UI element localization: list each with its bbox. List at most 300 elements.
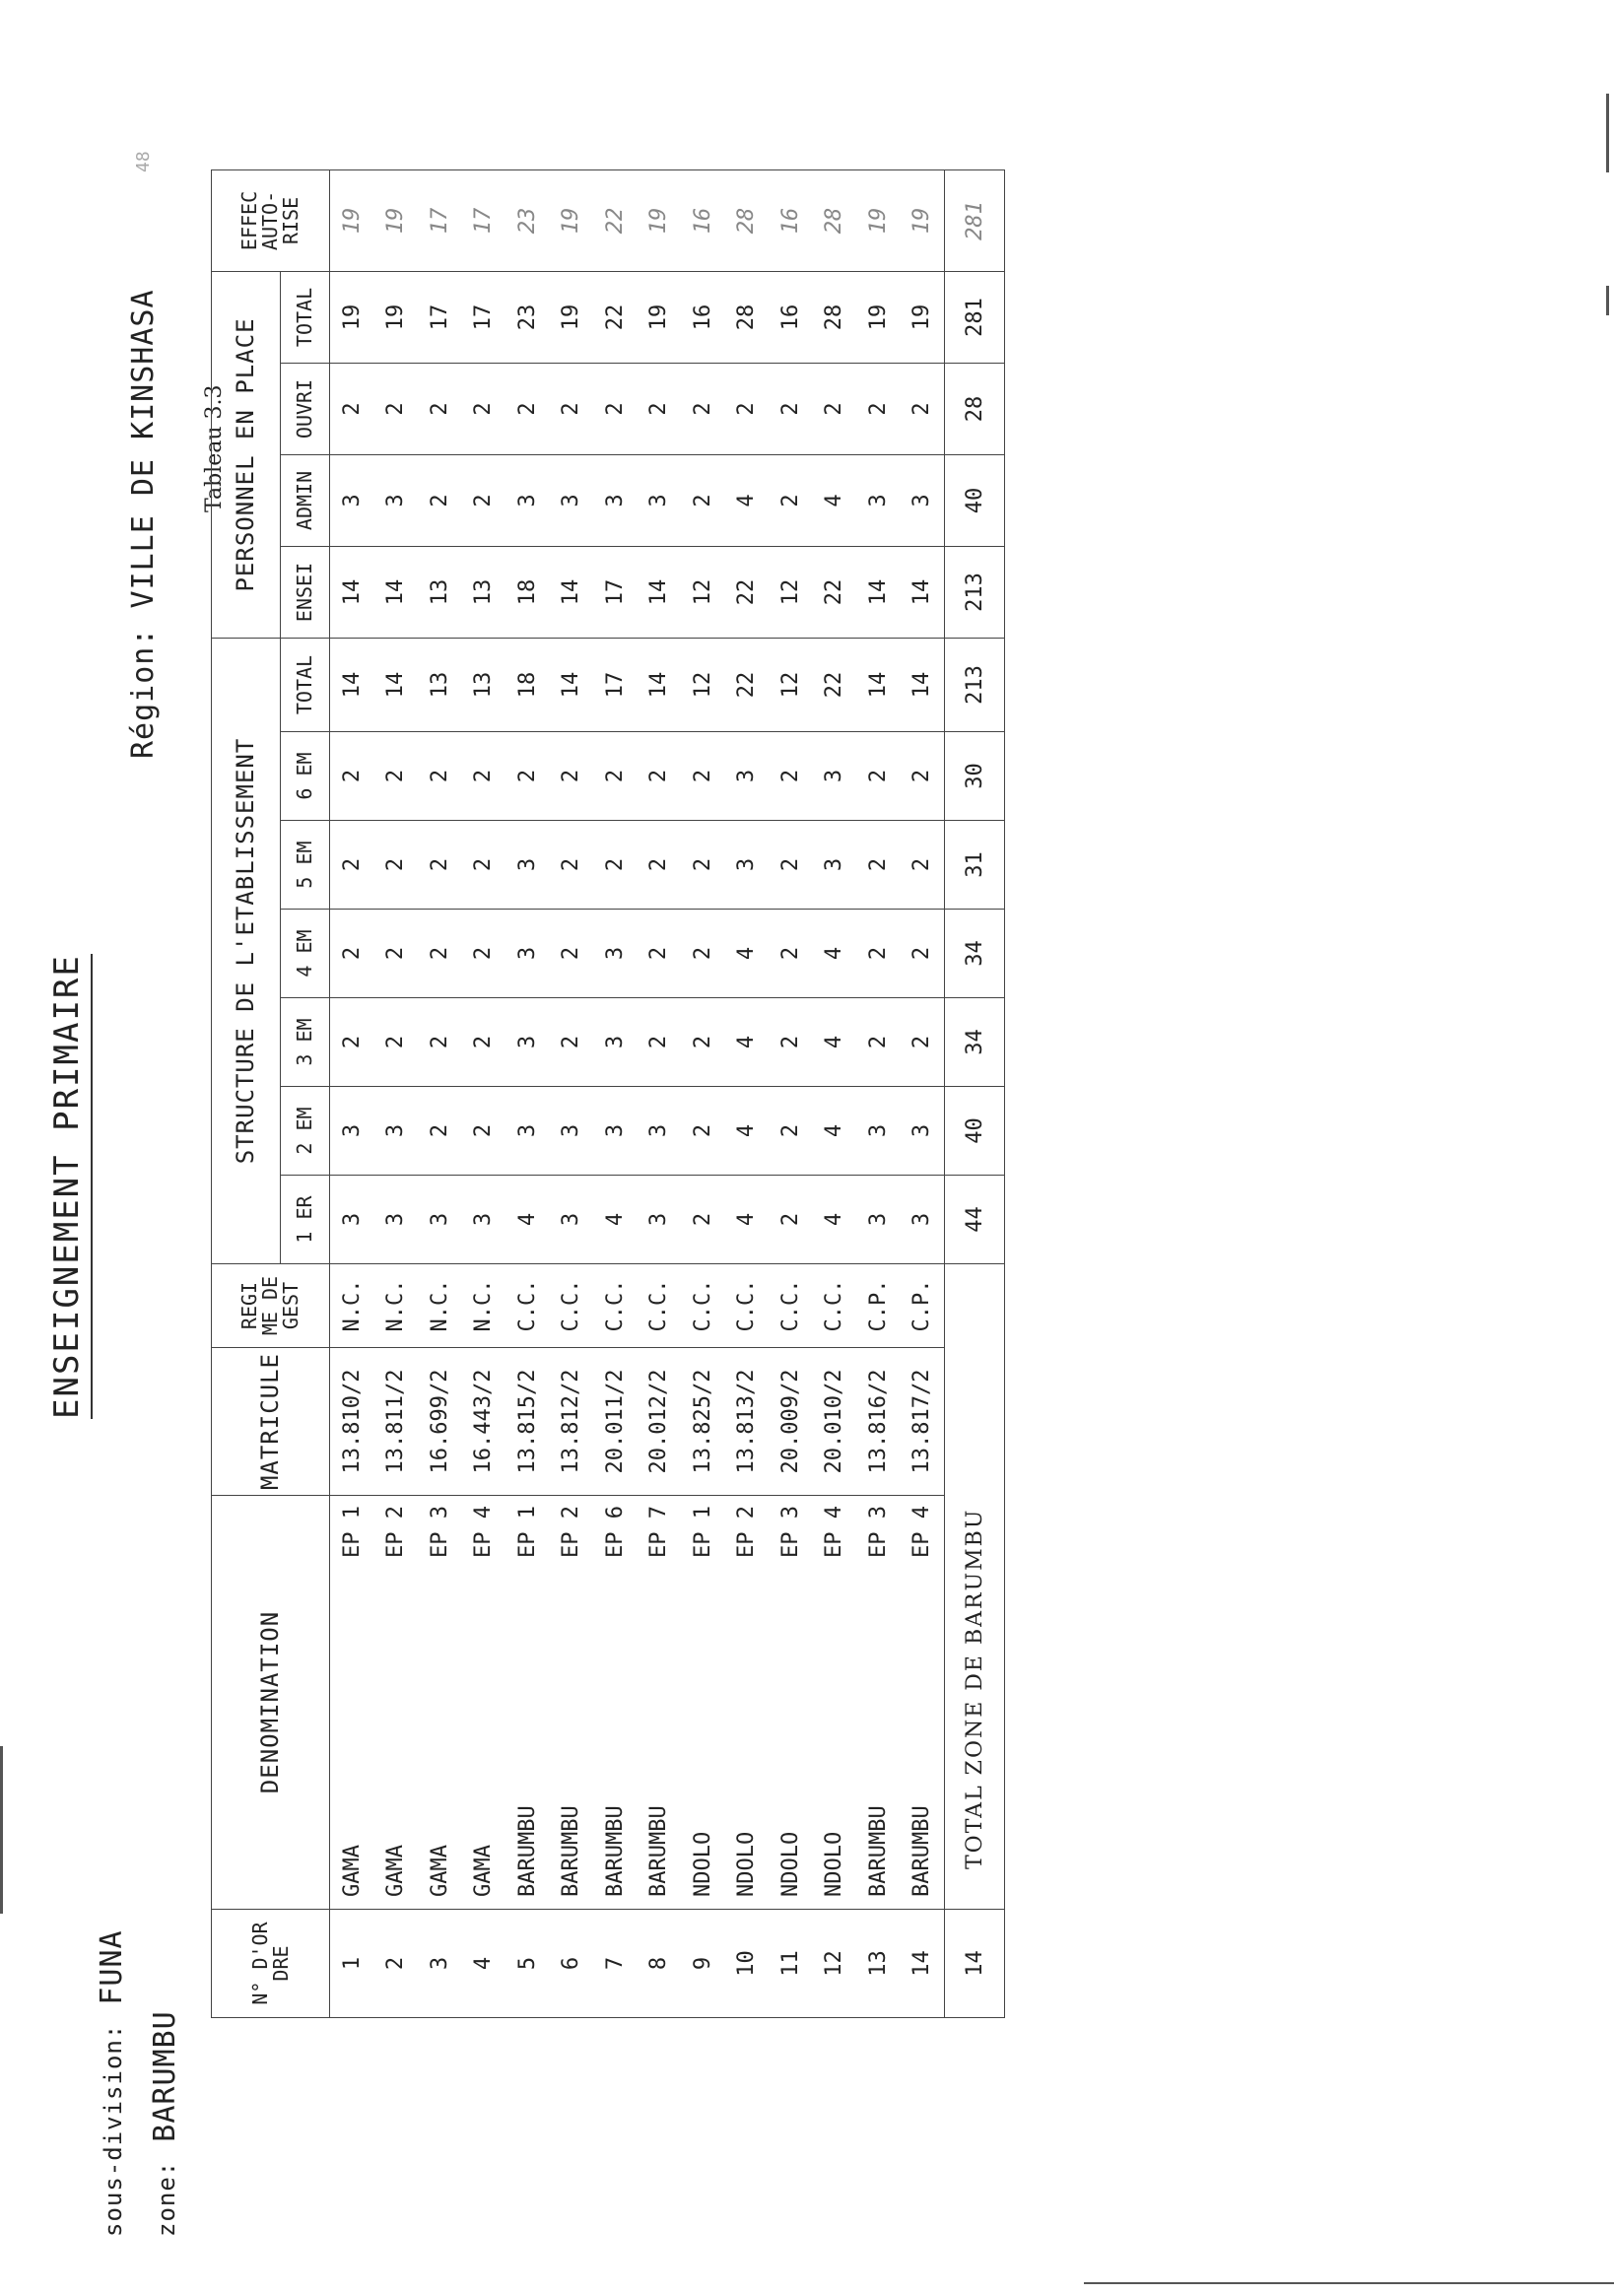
effectif-cell: 16 (769, 169, 813, 271)
personnel-cell: 17 (418, 271, 462, 363)
region-label: Région: VILLE DE KINSHASA (126, 289, 161, 759)
personnel-cell: 14 (374, 546, 419, 638)
structure-cell: 3 (725, 821, 770, 910)
personnel-cell: 16 (681, 271, 725, 363)
structure-cell: 2 (681, 732, 725, 821)
regime: C.C. (681, 1264, 725, 1348)
effectif-cell: 22 (593, 169, 638, 271)
structure-cell: 3 (462, 1176, 506, 1264)
personnel-cell: 2 (681, 454, 725, 546)
structure-cell: 17 (593, 638, 638, 731)
school-name: BARUMBU (559, 1805, 584, 1897)
subdivision-value: FUNA (95, 1929, 129, 2005)
school-suffix: EP 3 (777, 1506, 803, 1558)
structure-cell: 4 (725, 910, 770, 998)
structure-cell: 2 (330, 732, 374, 821)
structure-cell: 2 (374, 998, 419, 1087)
page-number: 48 (133, 151, 154, 172)
personnel-cell: 2 (681, 363, 725, 454)
col-header-regime: REGI ME DE GEST (212, 1264, 330, 1348)
structure-cell: 2 (593, 821, 638, 910)
structure-cell: 3 (550, 1176, 594, 1264)
row-number: 1 (330, 1910, 374, 2018)
structure-cell: 4 (813, 1176, 857, 1264)
col-header-structure-total: TOTAL (281, 638, 330, 731)
total-count: 14 (945, 1910, 1005, 2018)
scan-edge-mark (1606, 94, 1609, 172)
col-header-3em: 3 EM (281, 998, 330, 1087)
total-label: TOTAL ZONE DE BARUMBU (945, 1264, 1005, 1910)
structure-cell: 3 (505, 821, 550, 910)
table-row (901, 169, 945, 2017)
structure-cell: 2 (681, 910, 725, 998)
matricule: 13.810/2 (330, 1348, 374, 1496)
regime: C.C. (550, 1264, 594, 1348)
school-name-cell (813, 1496, 857, 1910)
col-header-ensei: ENSEI (281, 546, 330, 638)
personnel-cell: 17 (593, 546, 638, 638)
structure-cell: 3 (330, 1087, 374, 1176)
structure-cell: 2 (374, 821, 419, 910)
effectif-cell: 28 (725, 169, 770, 271)
school-name-cell (593, 1496, 638, 1910)
personnel-cell: 14 (638, 546, 682, 638)
regime: N.C. (330, 1264, 374, 1348)
regime: C.C. (813, 1264, 857, 1348)
school-name: NDOLO (690, 1831, 715, 1897)
structure-cell: 3 (593, 1087, 638, 1176)
school-name: GAMA (427, 1845, 452, 1897)
personnel-cell: 2 (462, 454, 506, 546)
personnel-cell: 22 (813, 546, 857, 638)
regime: N.C. (374, 1264, 419, 1348)
matricule: 13.817/2 (901, 1348, 945, 1496)
school-name: BARUMBU (909, 1805, 935, 1897)
structure-cell: 2 (462, 910, 506, 998)
matricule: 20.011/2 (593, 1348, 638, 1496)
structure-cell: 14 (550, 638, 594, 731)
row-number: 2 (374, 1910, 419, 2018)
effectif-cell: 17 (462, 169, 506, 271)
personnel-cell: 3 (550, 454, 594, 546)
structure-cell: 2 (550, 910, 594, 998)
col-header-denomination: DENOMINATION (212, 1496, 330, 1910)
personnel-cell: 2 (638, 363, 682, 454)
effectif-cell: 19 (901, 169, 945, 271)
school-suffix: EP 2 (383, 1506, 409, 1558)
structure-cell: 4 (813, 1087, 857, 1176)
school-name: GAMA (339, 1845, 365, 1897)
matricule: 13.815/2 (505, 1348, 550, 1496)
total-cell: 281 (945, 271, 1005, 363)
structure-cell: 3 (374, 1087, 419, 1176)
col-header-6em: 6 EM (281, 732, 330, 821)
table-row (462, 169, 506, 2017)
personnel-cell: 16 (769, 271, 813, 363)
structure-cell: 2 (769, 732, 813, 821)
col-header-1er: 1 ER (281, 1176, 330, 1264)
effectif-cell: 19 (638, 169, 682, 271)
structure-cell: 2 (681, 998, 725, 1087)
school-name-cell (769, 1496, 813, 1910)
personnel-cell: 4 (813, 454, 857, 546)
school-name-cell (505, 1496, 550, 1910)
structure-cell: 14 (856, 638, 901, 731)
personnel-cell: 19 (901, 271, 945, 363)
school-name-cell (550, 1496, 594, 1910)
structure-cell: 22 (813, 638, 857, 731)
structure-cell: 2 (638, 821, 682, 910)
table-row (769, 169, 813, 2017)
structure-cell: 2 (550, 821, 594, 910)
structure-cell: 2 (550, 732, 594, 821)
personnel-cell: 3 (593, 454, 638, 546)
structure-cell: 2 (462, 732, 506, 821)
matricule: 16.443/2 (462, 1348, 506, 1496)
structure-cell: 3 (418, 1176, 462, 1264)
structure-cell: 2 (769, 1087, 813, 1176)
total-cell: 34 (945, 998, 1005, 1087)
col-header-admin: ADMIN (281, 454, 330, 546)
personnel-cell: 28 (813, 271, 857, 363)
table-row (638, 169, 682, 2017)
school-suffix: EP 3 (865, 1506, 891, 1558)
matricule: 13.816/2 (856, 1348, 901, 1496)
structure-cell: 3 (856, 1087, 901, 1176)
regime: C.C. (725, 1264, 770, 1348)
structure-cell: 3 (593, 998, 638, 1087)
structure-cell: 2 (505, 732, 550, 821)
school-name-cell (856, 1496, 901, 1910)
regime: C.C. (638, 1264, 682, 1348)
structure-cell: 2 (856, 732, 901, 821)
total-cell: 28 (945, 363, 1005, 454)
structure-cell: 2 (418, 998, 462, 1087)
structure-cell: 2 (856, 821, 901, 910)
structure-cell: 2 (330, 910, 374, 998)
row-number: 8 (638, 1910, 682, 2018)
structure-cell: 22 (725, 638, 770, 731)
structure-cell: 2 (901, 821, 945, 910)
effectif-cell: 19 (374, 169, 419, 271)
row-number: 9 (681, 1910, 725, 2018)
structure-cell: 3 (505, 1087, 550, 1176)
school-suffix: EP 6 (602, 1506, 628, 1558)
structure-cell: 3 (901, 1087, 945, 1176)
structure-cell: 14 (638, 638, 682, 731)
personnel-cell: 22 (593, 271, 638, 363)
effectif-cell: 19 (856, 169, 901, 271)
table-row (330, 169, 374, 2017)
col-header-5em: 5 EM (281, 821, 330, 910)
structure-cell: 2 (769, 910, 813, 998)
personnel-cell: 3 (856, 454, 901, 546)
personnel-cell: 2 (418, 363, 462, 454)
total-cell: 281 (945, 169, 1005, 271)
school-name-cell (725, 1496, 770, 1910)
regime: C.C. (505, 1264, 550, 1348)
structure-cell: 2 (462, 998, 506, 1087)
matricule: 13.813/2 (725, 1348, 770, 1496)
personnel-cell: 14 (330, 546, 374, 638)
personnel-cell: 2 (374, 363, 419, 454)
personnel-cell: 2 (769, 363, 813, 454)
structure-cell: 2 (418, 1087, 462, 1176)
structure-cell: 2 (593, 732, 638, 821)
total-cell: 40 (945, 1087, 1005, 1176)
school-name-cell (901, 1496, 945, 1910)
personnel-cell: 2 (856, 363, 901, 454)
personnel-cell: 12 (769, 546, 813, 638)
personnel-cell: 18 (505, 546, 550, 638)
structure-cell: 2 (901, 732, 945, 821)
col-header-personnel-total: TOTAL (281, 271, 330, 363)
personnel-cell: 2 (462, 363, 506, 454)
structure-cell: 2 (638, 910, 682, 998)
personnel-cell: 28 (725, 271, 770, 363)
personnel-cell: 12 (681, 546, 725, 638)
school-name: BARUMBU (865, 1805, 891, 1897)
scan-edge-mark (0, 1746, 3, 1914)
structure-cell: 2 (681, 1087, 725, 1176)
personnel-cell: 22 (725, 546, 770, 638)
matricule: 16.699/2 (418, 1348, 462, 1496)
school-suffix: EP 4 (909, 1506, 935, 1558)
effectif-cell: 19 (330, 169, 374, 271)
structure-cell: 2 (856, 910, 901, 998)
total-cell: 44 (945, 1176, 1005, 1264)
school-name: GAMA (471, 1845, 497, 1897)
personnel-cell: 3 (330, 454, 374, 546)
structure-cell: 18 (505, 638, 550, 731)
structure-cell: 2 (462, 1087, 506, 1176)
structure-cell: 3 (593, 910, 638, 998)
structure-cell: 13 (462, 638, 506, 731)
total-cell: 40 (945, 454, 1005, 546)
structure-cell: 2 (769, 998, 813, 1087)
structure-cell: 4 (505, 1176, 550, 1264)
row-number: 11 (769, 1910, 813, 2018)
structure-cell: 2 (330, 998, 374, 1087)
table-row (813, 169, 857, 2017)
row-number: 3 (418, 1910, 462, 2018)
row-number: 6 (550, 1910, 594, 2018)
school-name-cell (418, 1496, 462, 1910)
matricule: 20.010/2 (813, 1348, 857, 1496)
personnel-cell: 2 (769, 454, 813, 546)
structure-cell: 2 (638, 998, 682, 1087)
personnel-cell: 4 (725, 454, 770, 546)
row-number: 10 (725, 1910, 770, 2018)
structure-cell: 13 (418, 638, 462, 731)
structure-cell: 2 (330, 821, 374, 910)
structure-cell: 2 (681, 821, 725, 910)
structure-cell: 3 (330, 1176, 374, 1264)
effectif-cell: 17 (418, 169, 462, 271)
regime: C.P. (901, 1264, 945, 1348)
structure-cell: 2 (638, 732, 682, 821)
total-cell: 34 (945, 910, 1005, 998)
total-cell: 213 (945, 638, 1005, 731)
row-number: 5 (505, 1910, 550, 2018)
effectif-cell: 28 (813, 169, 857, 271)
school-name-cell (330, 1496, 374, 1910)
structure-cell: 2 (769, 821, 813, 910)
total-cell: 31 (945, 821, 1005, 910)
school-suffix: EP 3 (427, 1506, 452, 1558)
row-number: 7 (593, 1910, 638, 2018)
zone-label: zone: (153, 2160, 180, 2237)
school-name: BARUMBU (646, 1805, 672, 1897)
school-name: GAMA (383, 1845, 409, 1897)
personnel-cell: 19 (638, 271, 682, 363)
col-header-4em: 4 EM (281, 910, 330, 998)
scan-edge-mark (1606, 286, 1609, 315)
school-suffix: EP 4 (822, 1506, 847, 1558)
structure-cell: 3 (725, 732, 770, 821)
row-number: 14 (901, 1910, 945, 2018)
personnel-cell: 19 (856, 271, 901, 363)
personnel-cell: 2 (505, 363, 550, 454)
matricule: 20.009/2 (769, 1348, 813, 1496)
total-row (945, 169, 1005, 2017)
structure-cell: 3 (638, 1176, 682, 1264)
personnel-cell: 3 (901, 454, 945, 546)
personnel-cell: 17 (462, 271, 506, 363)
structure-cell: 4 (593, 1176, 638, 1264)
regime: C.P. (856, 1264, 901, 1348)
col-header-personnel-group: PERSONNEL EN PLACE (212, 271, 281, 638)
personnel-cell: 14 (901, 546, 945, 638)
structure-cell: 2 (418, 732, 462, 821)
school-name: BARUMBU (602, 1805, 628, 1897)
school-name: NDOLO (777, 1831, 803, 1897)
table-row (550, 169, 594, 2017)
personnel-cell: 13 (462, 546, 506, 638)
structure-cell: 2 (901, 910, 945, 998)
structure-cell: 3 (550, 1087, 594, 1176)
personnel-cell: 2 (901, 363, 945, 454)
total-cell: 30 (945, 732, 1005, 821)
structure-cell: 3 (901, 1176, 945, 1264)
effectif-cell: 23 (505, 169, 550, 271)
page-title: ENSEIGNEMENT PRIMAIRE (47, 954, 93, 1419)
structure-cell: 3 (856, 1176, 901, 1264)
personnel-cell: 3 (374, 454, 419, 546)
row-number: 13 (856, 1910, 901, 2018)
zone-line (148, 2010, 182, 2237)
regime: C.C. (769, 1264, 813, 1348)
school-name: BARUMBU (514, 1805, 540, 1897)
school-name-cell (638, 1496, 682, 1910)
structure-cell: 2 (374, 910, 419, 998)
structure-cell: 4 (813, 910, 857, 998)
table-row (374, 169, 419, 2017)
school-name-cell (462, 1496, 506, 1910)
col-header-structure-group: STRUCTURE DE L'ETABLISSEMENT (212, 638, 281, 1263)
col-header-effectif: EFFEC AUTO- RISE (212, 169, 330, 271)
personnel-cell: 19 (374, 271, 419, 363)
school-suffix: EP 7 (646, 1506, 672, 1558)
school-suffix: EP 1 (339, 1506, 365, 1558)
structure-cell: 2 (769, 1176, 813, 1264)
structure-cell: 2 (462, 821, 506, 910)
regime: C.C. (593, 1264, 638, 1348)
table-row (856, 169, 901, 2017)
school-suffix: EP 2 (559, 1506, 584, 1558)
table-row (418, 169, 462, 2017)
personnel-cell: 23 (505, 271, 550, 363)
structure-cell: 14 (901, 638, 945, 731)
structure-cell: 2 (681, 1176, 725, 1264)
effectif-cell: 19 (550, 169, 594, 271)
school-name-cell (681, 1496, 725, 1910)
structure-cell: 2 (550, 998, 594, 1087)
table-body (330, 169, 945, 2017)
school-suffix: EP 1 (690, 1506, 715, 1558)
structure-cell: 12 (769, 638, 813, 731)
structure-cell: 4 (725, 998, 770, 1087)
structure-cell: 3 (505, 998, 550, 1087)
personnel-cell: 13 (418, 546, 462, 638)
structure-cell: 2 (856, 998, 901, 1087)
structure-cell: 3 (813, 732, 857, 821)
table-row (593, 169, 638, 2017)
school-name-cell (374, 1496, 419, 1910)
col-header-matricule: MATRICULE (212, 1348, 330, 1496)
structure-cell: 14 (330, 638, 374, 731)
row-number: 12 (813, 1910, 857, 2018)
school-suffix: EP 4 (471, 1506, 497, 1558)
zone-value: BARUMBU (148, 2010, 182, 2142)
matricule: 20.012/2 (638, 1348, 682, 1496)
table-reference: Tableau 3.3 (202, 384, 227, 512)
personnel-cell: 2 (418, 454, 462, 546)
personnel-cell: 2 (813, 363, 857, 454)
personnel-cell: 2 (330, 363, 374, 454)
row-number: 4 (462, 1910, 506, 2018)
school-suffix: EP 2 (734, 1506, 760, 1558)
col-header-ouvri: OUVRI (281, 363, 330, 454)
table-row (725, 169, 770, 2017)
structure-cell: 4 (725, 1176, 770, 1264)
matricule: 13.812/2 (550, 1348, 594, 1496)
personnel-cell: 2 (725, 363, 770, 454)
personnel-cell: 19 (330, 271, 374, 363)
subdivision-label: sous-division: (100, 2023, 127, 2237)
subdivision-line (95, 1929, 129, 2237)
structure-cell: 2 (418, 821, 462, 910)
structure-cell: 2 (418, 910, 462, 998)
personnel-cell: 2 (550, 363, 594, 454)
table-row (681, 169, 725, 2017)
scan-edge-mark (1084, 2282, 1614, 2284)
school-table (211, 169, 1005, 2018)
structure-cell: 3 (505, 910, 550, 998)
regime: N.C. (462, 1264, 506, 1348)
col-header-2em: 2 EM (281, 1087, 330, 1176)
structure-cell: 12 (681, 638, 725, 731)
personnel-cell: 3 (505, 454, 550, 546)
personnel-cell: 2 (593, 363, 638, 454)
school-name: NDOLO (822, 1831, 847, 1897)
table-row (505, 169, 550, 2017)
structure-cell: 14 (374, 638, 419, 731)
school-name: NDOLO (734, 1831, 760, 1897)
personnel-cell: 3 (638, 454, 682, 546)
structure-cell: 2 (901, 998, 945, 1087)
structure-cell: 4 (813, 998, 857, 1087)
